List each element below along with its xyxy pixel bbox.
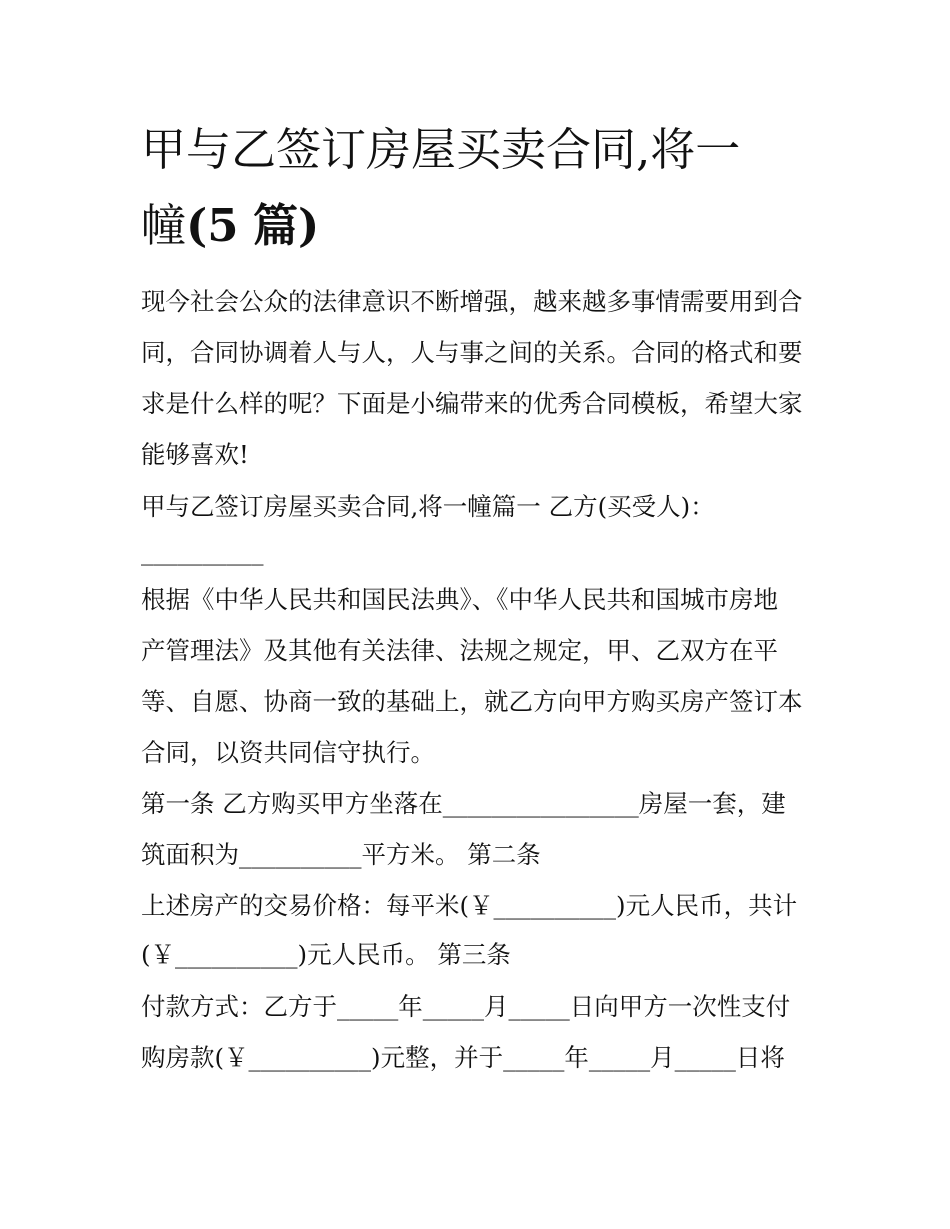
paragraph-line: 现今社会公众的法律意识不断增强，越来越多事情需要用到合	[141, 287, 803, 316]
paragraph-line: 能够喜欢!	[141, 440, 249, 469]
title-count-unit: 篇	[252, 199, 298, 252]
clause-line: 付款方式：乙方于_____年_____月_____日向甲方一次性支付	[141, 992, 791, 1021]
paragraph-line: 产管理法》及其他有关法律、法规之规定，甲、乙双方在平	[141, 636, 778, 665]
clause-line: (￥__________)元人民币。 第三条	[141, 940, 511, 969]
paragraph-line: 合同，以资共同信守执行。	[141, 738, 435, 767]
title-line-1: 甲与乙签订房屋买卖合同,将一	[141, 123, 741, 176]
paragraph-line: 根据《中华人民共和国民法典》、《中华人民共和国城市房地	[141, 585, 778, 614]
paragraph-line: 求是什么样的呢？下面是小编带来的优秀合同模板，希望大家	[141, 389, 803, 418]
clause-line: 筑面积为__________平方米。 第二条	[141, 840, 541, 869]
title-count-open: (5	[186, 199, 239, 252]
document-title	[141, 112, 831, 264]
clause-line: 上述房产的交易价格：每平米(￥__________)元人民币，共计	[141, 891, 798, 920]
paragraph-line: 同，合同协调着人与人，人与事之间的关系。合同的格式和要	[141, 338, 803, 367]
paragraph-line: 甲与乙签订房屋买卖合同,将一幢篇一 乙方(买受人)：	[141, 492, 715, 521]
title-count-close: )	[297, 199, 320, 252]
paragraph-line: 等、自愿、协商一致的基础上，就乙方向甲方购买房产签订本	[141, 687, 803, 716]
clause-line: 购房款(￥__________)元整，并于_____年_____月_____日将	[141, 1043, 785, 1072]
title-line-2-char: 幢	[141, 199, 187, 252]
clause-line: 第一条 乙方购买甲方坐落在________________房屋一套，建	[141, 789, 786, 818]
signature-blank: __________	[141, 537, 264, 566]
